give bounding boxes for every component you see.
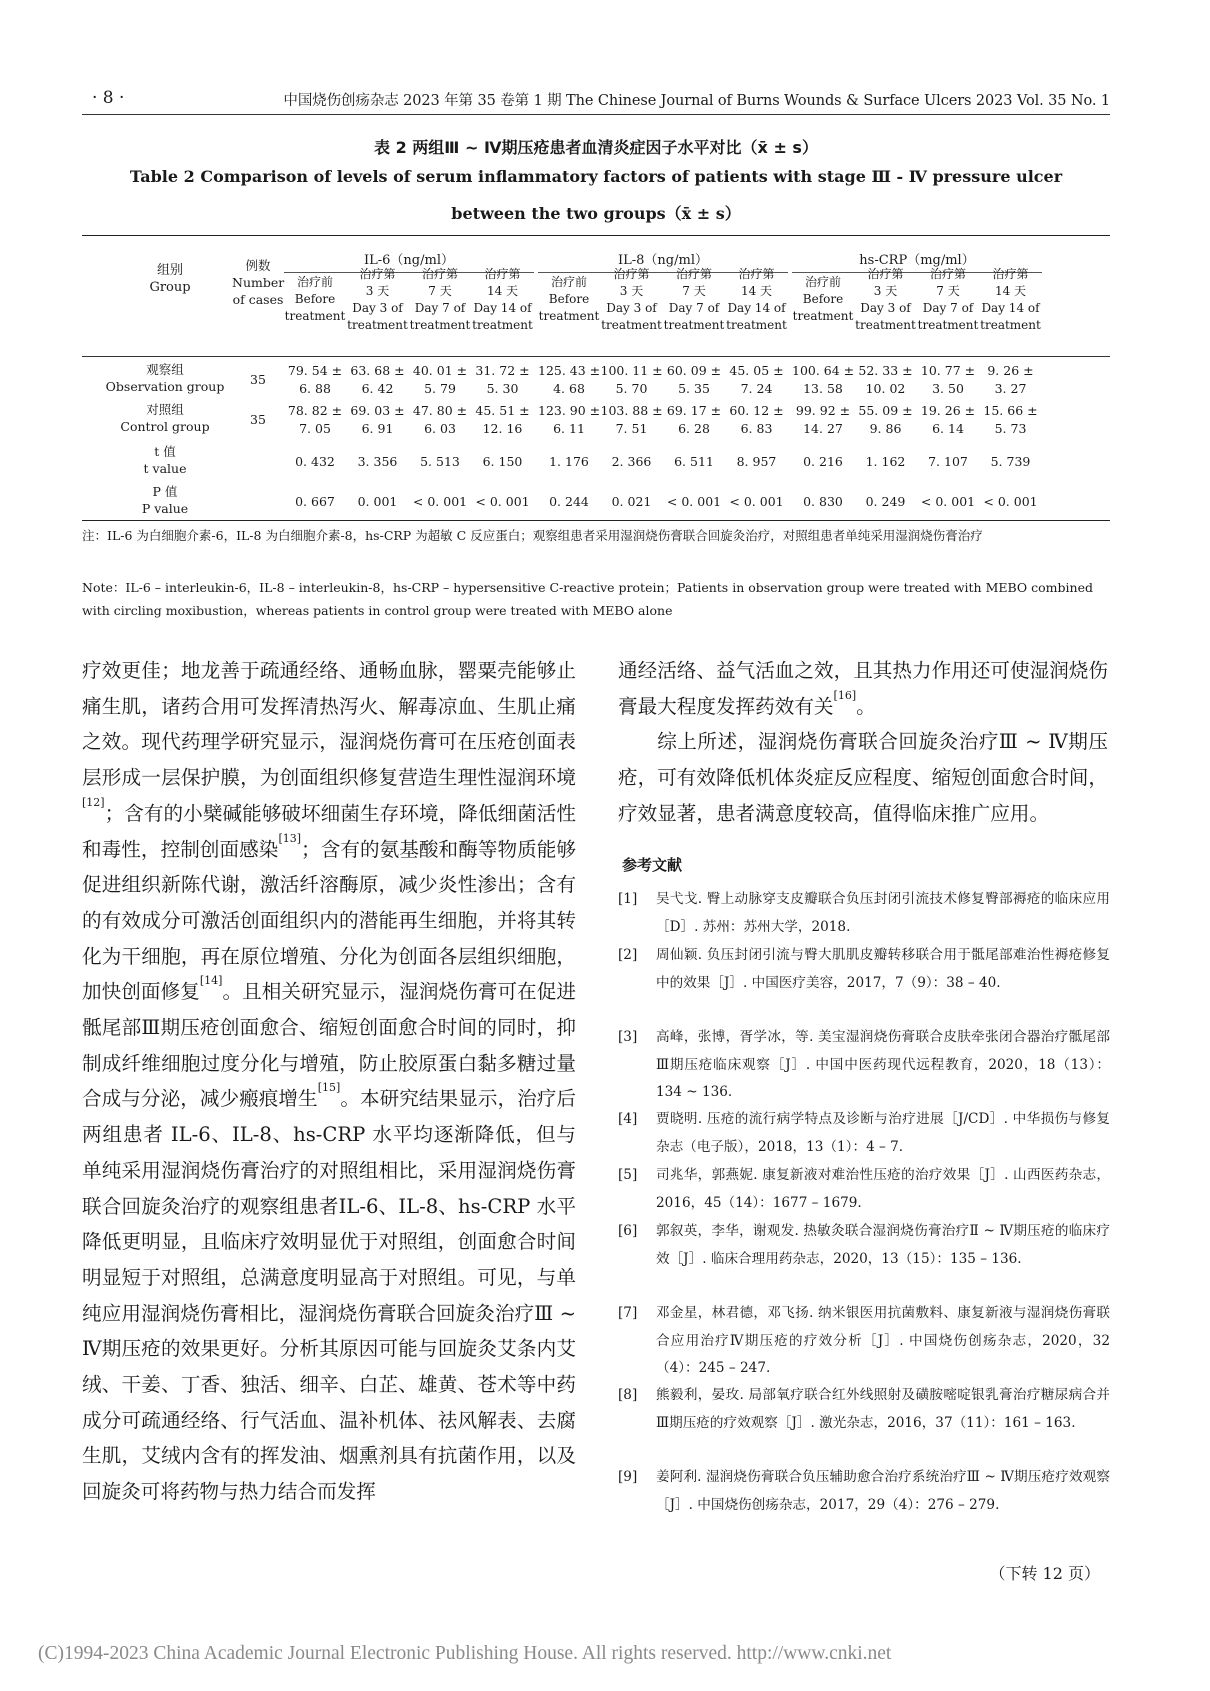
row-label: P 值 P value — [141, 484, 189, 516]
table-cell: < 0. 001 — [475, 494, 530, 509]
table-header-rule — [82, 356, 1110, 357]
table-cell: 45. 51 ± 12. 16 — [475, 403, 530, 436]
group-header-hscrp: hs-CRP（mg/ml） — [859, 253, 975, 268]
table-cell: 5. 739 — [990, 454, 1031, 469]
table-cell: 0. 244 — [549, 494, 589, 509]
table-cell: 0. 021 — [611, 494, 652, 509]
table-cell: 125. 43 ± 4. 68 — [538, 363, 601, 396]
subcol-header: 治疗第 14 天 Day 14 of treatment — [472, 267, 533, 332]
col-group-header: 组别 Group — [149, 263, 191, 295]
reference-item: [3] 高峰，张博，胥学冰，等. 美宝湿润烧伤膏联合皮肤牵张闭合器治疗骶尾部Ⅲ期压疮临床观察［J］. 中国中医药现代远程教育，2020，18（13）：134 ~ 136. — [618, 1029, 1110, 1100]
subcol-header: 治疗第 7 天 Day 7 of treatment — [409, 267, 471, 332]
reference-item: [5] 司兆华，郭燕妮. 康复新液对难治性压疮的治疗效果［J］. 山西医药杂志，2016，45（14）：1677 – 1679. — [618, 1167, 1110, 1211]
reference-item: [1] 吴弋戈. 臀上动脉穿支皮瓣联合负压封闭引流技术修复臀部褥疮的临床应用［D］. 苏州：苏州大学，2018. — [618, 891, 1110, 935]
table-cell: < 0. 001 — [666, 494, 722, 509]
table-cell: 1. 176 — [549, 454, 589, 469]
table-cell: < 0. 001 — [729, 494, 784, 509]
table-cell: 0. 432 — [295, 454, 335, 469]
table-cell: 0. 830 — [803, 494, 843, 509]
subcol-header: 治疗第 7 天 Day 7 of treatment — [917, 267, 979, 332]
row-label: 观察组 Observation group — [105, 362, 225, 394]
col-cases-header: 例数 Number of cases — [232, 258, 285, 307]
conclusion-paragraph: 综上所述，湿润烧伤膏联合回旋灸治疗Ⅲ ~ Ⅳ期压疮，可有效降低机体炎症反应程度、缩短创面愈合时间，疗效显著，患者满意度较高，值得临床推广应用。 — [618, 730, 1108, 825]
table-cell: 123. 90 ± 6. 11 — [538, 403, 601, 436]
table-cell: < 0. 001 — [412, 494, 468, 509]
table-cell: 60. 12 ± 6. 83 — [729, 403, 784, 436]
row-label: t 值 t value — [143, 444, 187, 476]
table-cell: 6. 511 — [674, 454, 714, 469]
table-bottom-rule — [82, 520, 1110, 521]
copyright-footer: (C)1994-2023 China Academic Journal Electronic Publishing House. All rights reserved. http://www.cnki.net — [38, 1643, 892, 1664]
table-cell: 6. 150 — [482, 454, 523, 469]
reference-item: [4] 贾晓明. 压疮的流行病学特点及诊断与治疗进展［J/CD］. 中华损伤与修复杂志（电子版），2018，13（1）：4 – 7. — [618, 1111, 1110, 1155]
table-caption-en-cont: between the two groups（x̄ ± s） — [451, 204, 741, 223]
table-cell: 52. 33 ± 10. 02 — [858, 363, 913, 396]
subcol-header: 治疗第 3 天 Day 3 of treatment — [347, 267, 408, 332]
table-cell: 47. 80 ± 6. 03 — [412, 403, 468, 436]
header-rule — [82, 114, 1110, 115]
table-cell: 9. 26 ± 3. 27 — [987, 363, 1034, 396]
table-cell: 0. 001 — [357, 494, 398, 509]
table-cell: 100. 64 ± 13. 58 — [792, 363, 855, 396]
table-cell: 79. 54 ± 6. 88 — [287, 363, 343, 396]
references-title: 参考文献 — [622, 856, 683, 874]
table-cell: 8. 957 — [736, 454, 777, 469]
subcol-header: 治疗第 14 天 Day 14 of treatment — [726, 267, 787, 332]
table-cell: 0. 216 — [803, 454, 843, 469]
table-cell: 99. 92 ± 14. 27 — [795, 403, 851, 436]
table-cell: < 0. 001 — [920, 494, 976, 509]
table-note-cn: 注：IL-6 为白细胞介素-6，IL-8 为白细胞介素-8，hs-CRP 为超敏 C 反应蛋白；观察组患者采用湿润烧伤膏联合回旋灸治疗，对照组患者单纯采用湿润烧伤膏治疗 — [82, 528, 983, 543]
subcol-header: 治疗前 Before treatment — [538, 275, 600, 323]
table-cell: 60. 09 ± 5. 35 — [666, 363, 722, 396]
table-note-en: Note：IL-6 – interleukin-6，IL-8 – interleukin-8，hs-CRP – hypersensitive C-reactive protein；Patients in observation group were treated with MEBO combined with circling moxibustion，whereas patients in control group were treated with MEBO alone — [82, 580, 1093, 618]
subcol-header: 治疗前 Before treatment — [792, 275, 854, 323]
table-cell: 100. 11 ± 5. 70 — [600, 363, 663, 396]
page-number: · 8 · — [92, 88, 125, 108]
table-top-rule — [82, 235, 1110, 236]
journal-title: 中国烧伤创疡杂志 2023 年第 35 卷第 1 期 The Chinese Journal of Burns Wounds & Surface Ulcers 2023 Vol. 35 No. 1 — [283, 93, 1110, 109]
table-cell: 55. 09 ± 9. 86 — [858, 403, 913, 436]
table-cell: 31. 72 ± 5. 30 — [475, 363, 530, 396]
table-cell: 1. 162 — [865, 454, 906, 469]
table-cell: 45. 05 ± 7. 24 — [729, 363, 784, 396]
subcol-header: 治疗第 7 天 Day 7 of treatment — [663, 267, 725, 332]
table-cell: 40. 01 ± 5. 79 — [412, 363, 468, 396]
table-caption-en: Table 2 Comparison of levels of serum inflammatory factors of patients with stage Ⅲ - Ⅳ pressure ulcer — [129, 167, 1063, 186]
table-caption-cn: 表 2 两组Ⅲ ~ Ⅳ期压疮患者血清炎症因子水平对比（x̄ ± s） — [374, 138, 818, 157]
table-cell: 15. 66 ± 5. 73 — [983, 403, 1038, 436]
row-cases: 35 — [250, 372, 266, 387]
reference-item: [6] 郭叙英，李华，谢观发. 热敏灸联合湿润烧伤膏治疗Ⅱ ~ Ⅳ期压疮的临床疗效［J］. 临床合理用药杂志，2020，13（15）：135 – 136. — [618, 1223, 1110, 1267]
table-cell: 63. 68 ± 6. 42 — [350, 363, 405, 396]
table-cell: 78. 82 ± 7. 05 — [287, 403, 343, 436]
table-cell: 10. 77 ± 3. 50 — [920, 363, 976, 396]
table-cell: 3. 356 — [357, 454, 398, 469]
row-cases: 35 — [250, 412, 266, 427]
table-cell: 0. 249 — [865, 494, 906, 509]
group-header-il6: IL-6（ng/ml） — [364, 253, 454, 268]
reference-item: [7] 邓金星，林君德，邓飞扬. 纳米银医用抗菌敷料、康复新液与湿润烧伤膏联合应用治疗Ⅳ期压疮的疗效分析［J］. 中国烧伤创疡杂志，2020，32（4）：245 – 247. — [618, 1305, 1110, 1376]
running-header — [82, 86, 1110, 112]
table-cell: 5. 513 — [420, 454, 460, 469]
table-cell: < 0. 001 — [983, 494, 1038, 509]
table-cell: 19. 26 ± 6. 14 — [920, 403, 976, 436]
table-cell: 7. 107 — [928, 454, 968, 469]
table-cell: 0. 667 — [295, 494, 335, 509]
group-header-il8: IL-8（ng/ml） — [618, 253, 708, 268]
table-cell: 103. 88 ± 7. 51 — [600, 403, 663, 436]
reference-item: [8] 熊毅利，晏玫. 局部氧疗联合红外线照射及磺胺嘧啶银乳膏治疗糖尿病合并Ⅲ期压疮的疗效观察［J］. 激光杂志，2016，37（11）：161 – 163. — [618, 1387, 1110, 1431]
row-label: 对照组 Control group — [120, 402, 210, 434]
subcol-header: 治疗第 3 天 Day 3 of treatment — [855, 267, 916, 332]
subcol-header: 治疗第 14 天 Day 14 of treatment — [980, 267, 1041, 332]
body-left-column: 疗效更佳；地龙善于疏通经络、通畅血脉，罂粟壳能够止痛生肌，诸药合用可发挥清热泻火、解毒凉血、生肌止痛之效。现代药理学研究显示，湿润烧伤膏可在压疮创面表层形成一层保护膜，为创面组织修复营造生理性湿润环境[12]；含有的小檗碱能够破坏细菌生存环境，降低细菌活性和毒性，控制创面感染[13]；含有的氨基酸和酶等物质能够促进组织新陈代谢，激活纤溶酶原，减少炎性渗出；含有的有效成分可激活创面组织内的潜能再生细胞，并将其转化为干细胞，再在原位增殖、分化为创面各层组织细胞，加快创面修复[14]。且相关研究显示，湿润烧伤膏可在促进骶尾部Ⅲ期压疮创面愈合、缩短创面愈合时间的同时，抑制成纤维细胞过度分化与增殖，防止胶原蛋白黏多糖过量合成与分泌，减少瘢痕增生[15]。本研究结果显示，治疗后两组患者 IL-6、IL-8、hs-CRP 水平均逐渐降低，但与单纯采用湿润烧伤膏治疗的对照组相比，采用湿润烧伤膏联合回旋灸治疗的观察组患者IL-6、IL-8、hs-CRP 水平降低更明显，且临床疗效明显优于对照组，创面愈合时间明显短于对照组，总满意度明显高于对照组。可见，与单纯应用湿润烧伤膏相比，湿润烧伤膏联合回旋灸治疗Ⅲ ~ Ⅳ期压疮的效果更好。分析其原因可能与回旋灸艾条内艾绒、干姜、丁香、独活、细辛、白芷、雄黄、苍术等中药成分可疏通经络、行气活血、温补机体、祛风解表、去腐生肌，艾绒内含有的挥发油、烟熏剂具有抗菌作用，以及回旋灸可将药物与热力结合而发挥 — [82, 659, 577, 1504]
subcol-header: 治疗前 Before treatment — [284, 275, 346, 323]
subcol-header: 治疗第 3 天 Day 3 of treatment — [601, 267, 662, 332]
reference-item: [2] 周仙颖. 负压封闭引流与臀大肌肌皮瓣转移联合用于骶尾部难治性褥疮修复中的效果［J］. 中国医疗美容，2017，7（9）：38 – 40. — [618, 947, 1110, 991]
reference-item: [9] 姜阿利. 湿润烧伤膏联合负压辅助愈合治疗系统治疗Ⅲ ~ Ⅳ期压疮疗效观察［J］. 中国烧伤创疡杂志，2017，29（4）：276 – 279. — [618, 1469, 1110, 1513]
continued-note: （下转 12 页） — [989, 1564, 1100, 1583]
body-right-column: 通经活络、益气活血之效，且其热力作用还可使湿润烧伤膏最大程度发挥药效有关[16]。 综上所述，湿润烧伤膏联合回旋灸治疗Ⅲ ~ Ⅳ期压疮，可有效降低机体炎症反应程度、缩短创面愈合时间，疗效显著，患者满意度较高，值得临床推广应用。 — [618, 653, 1108, 832]
table-cell: 69. 03 ± 6. 91 — [350, 403, 405, 436]
table-cell: 2. 366 — [611, 454, 652, 469]
table-cell: 69. 17 ± 6. 28 — [666, 403, 722, 436]
